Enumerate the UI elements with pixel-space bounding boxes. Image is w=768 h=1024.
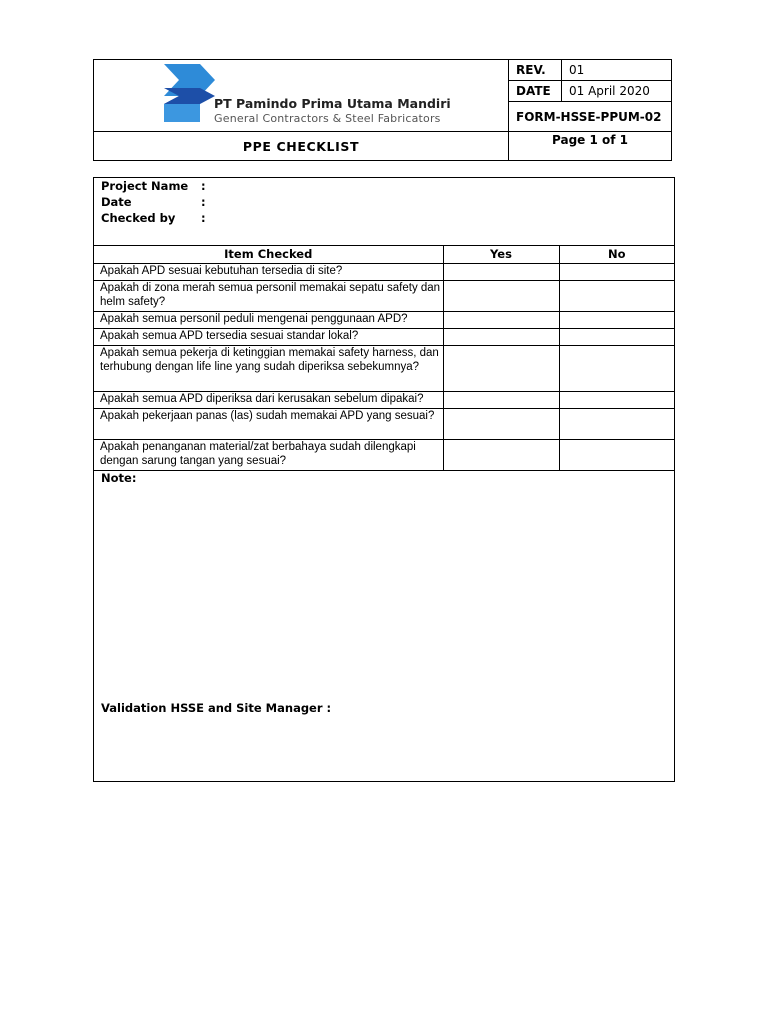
item-text: Apakah semua personil peduli mengenai penggunaan APD? bbox=[94, 312, 443, 329]
form-code: FORM-HSSE-PPUM-02 bbox=[516, 109, 662, 124]
no-cell[interactable] bbox=[559, 440, 674, 471]
yes-header: Yes bbox=[443, 246, 559, 264]
table-row bbox=[94, 392, 674, 409]
yes-cell[interactable] bbox=[443, 440, 559, 471]
title-cell bbox=[94, 132, 509, 160]
item-text: Apakah APD sesuai kebutuhan tersedia di site? bbox=[94, 264, 443, 281]
item-checked-header: Item Checked bbox=[94, 246, 443, 264]
company-tagline: General Contractors & Steel Fabricators bbox=[214, 112, 441, 125]
no-cell[interactable] bbox=[559, 264, 674, 281]
no-cell[interactable] bbox=[559, 312, 674, 329]
date-row bbox=[509, 81, 671, 102]
item-text: Apakah semua APD diperiksa dari kerusakan sebelum dipakai? bbox=[94, 392, 443, 409]
yes-cell[interactable] bbox=[443, 329, 559, 346]
table-row bbox=[94, 440, 674, 471]
no-cell[interactable] bbox=[559, 409, 674, 440]
yes-cell[interactable] bbox=[443, 264, 559, 281]
rev-label: REV. bbox=[509, 60, 562, 80]
table-row bbox=[94, 281, 674, 312]
rev-row bbox=[509, 60, 671, 81]
no-cell[interactable] bbox=[559, 281, 674, 312]
date-field-label: Date bbox=[101, 195, 132, 209]
no-cell[interactable] bbox=[559, 329, 674, 346]
table-row bbox=[94, 312, 674, 329]
no-header: No bbox=[559, 246, 674, 264]
table-row bbox=[94, 409, 674, 440]
no-cell[interactable] bbox=[559, 346, 674, 392]
yes-cell[interactable] bbox=[443, 392, 559, 409]
item-text: Apakah semua APD tersedia sesuai standar lokal? bbox=[94, 329, 443, 346]
validation-label: Validation HSSE and Site Manager : bbox=[101, 701, 332, 715]
form-code-row bbox=[509, 102, 671, 132]
table-row bbox=[94, 346, 674, 392]
checklist-header-row bbox=[94, 246, 674, 264]
item-text: Apakah pekerjaan panas (las) sudah memakai APD yang sesuai? bbox=[94, 409, 443, 440]
page-number: Page 1 of 1 bbox=[552, 133, 628, 147]
note-label: Note: bbox=[101, 471, 137, 485]
document-title: PPE CHECKLIST bbox=[242, 138, 360, 154]
yes-cell[interactable] bbox=[443, 281, 559, 312]
item-text: Apakah semua pekerja di ketinggian memakai safety harness, dan terhubung dengan life line yang sudah diperiksa sebekumnya? bbox=[94, 346, 443, 392]
document-meta bbox=[509, 60, 671, 132]
company-name: PT Pamindo Prima Utama Mandiri bbox=[214, 96, 451, 111]
no-cell[interactable] bbox=[559, 392, 674, 409]
project-name-label: Project Name bbox=[101, 179, 189, 193]
project-name-colon: : bbox=[201, 179, 206, 193]
item-text: Apakah di zona merah semua personil memakai sepatu safety dan helm safety? bbox=[94, 281, 443, 312]
form-header bbox=[93, 59, 672, 161]
company-logo-icon bbox=[160, 64, 216, 124]
rev-value: 01 bbox=[569, 63, 585, 77]
table-row bbox=[94, 329, 674, 346]
checked-by-colon: : bbox=[201, 211, 206, 225]
yes-cell[interactable] bbox=[443, 312, 559, 329]
yes-cell[interactable] bbox=[443, 409, 559, 440]
date-label: DATE bbox=[509, 81, 562, 101]
checklist-form bbox=[93, 177, 675, 782]
date-field-colon: : bbox=[201, 195, 206, 209]
item-text: Apakah penanganan material/zat berbahaya sudah dilengkapi dengan sarung tangan yang sesuai? bbox=[94, 440, 443, 471]
date-value: 01 April 2020 bbox=[569, 84, 650, 98]
company-logo-area bbox=[94, 60, 509, 132]
table-row bbox=[94, 264, 674, 281]
checked-by-label: Checked by bbox=[101, 211, 176, 225]
checklist-table bbox=[94, 245, 674, 471]
yes-cell[interactable] bbox=[443, 346, 559, 392]
